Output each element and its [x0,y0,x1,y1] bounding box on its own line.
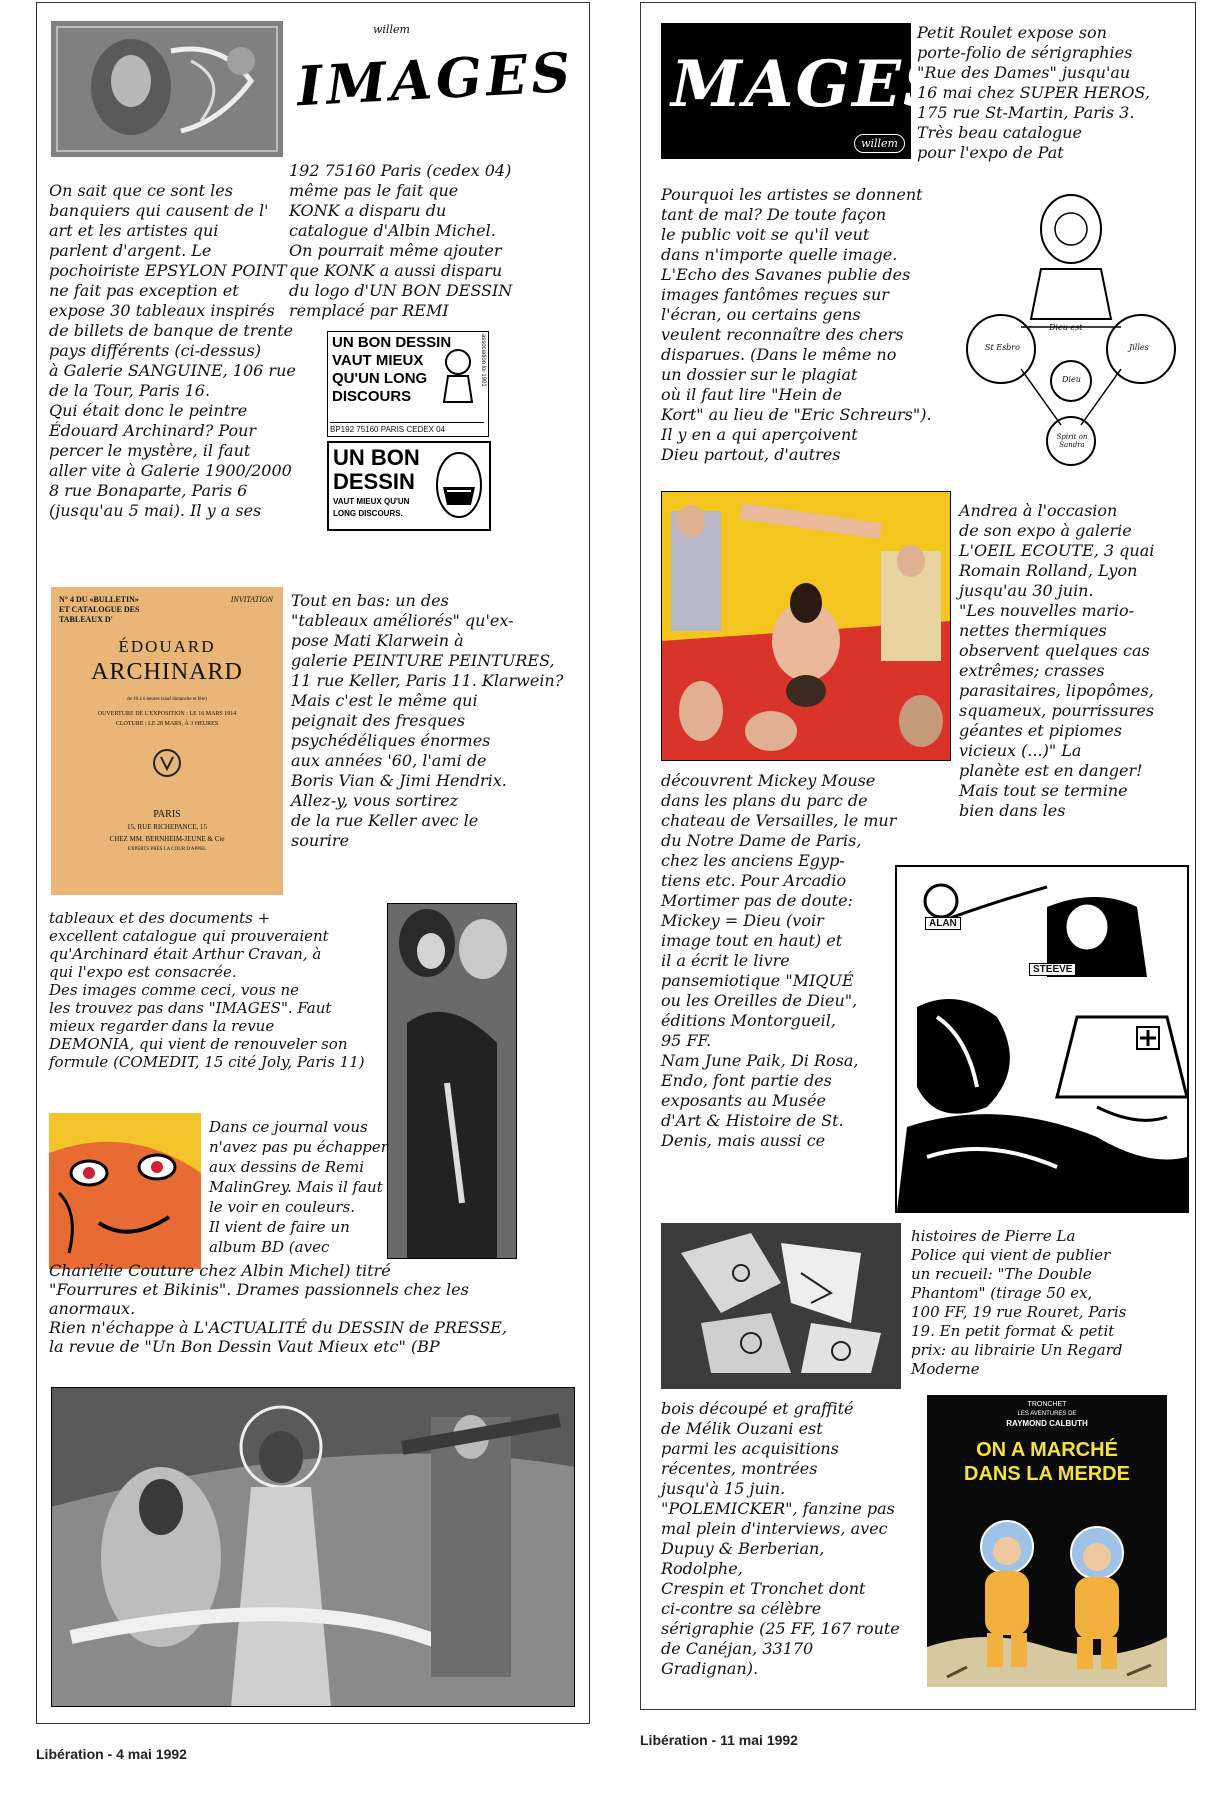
diagram-middle: Dieu [1062,375,1081,384]
right-text-ouzani: bois découpé et graffité de Mélik Ouzani est parmi les acquisitions récentes, montrées jusqu'à 15 juin. "POLEMICKER", fanzine pas mal plein d'interviews, avec Dupuy & Berberian, Rodolphe, Crespin et Tronchet dont ci-contre sa célèbre sérigraphie (25 FF, 167 route de Canéjan, 33170 Gradignan). [661,1399,900,1678]
cartoon-face-icon [440,346,476,404]
face-illustration [49,1113,201,1269]
left-title-block [293,23,576,153]
un-bon-dessin-logo-1 [327,331,489,437]
left-text-fourrures: Charlélie Couture chez Albin Michel) titré "Fourrures et Bikinis". Drames passionnels chez les anormaux. Rien n'échappe à L'ACTUALITÉ du DESSIN de PRESSE, la revue de "Un Bon Dessin Vaut Mieux etc" (BP [49,1261,507,1356]
mickey-painting [661,491,951,761]
diagram-center: Dieu est [1049,323,1083,332]
ouzani-sculpture [661,1223,901,1389]
catalogue-closing: CLOTURE : LE 28 MARS, À 3 HEURES [115,721,219,727]
right-page [640,2,1196,1710]
left-text-klarwein: Tout en bas: un des "tableaux améliorés" qu'ex- pose Mati Klarwein à galerie PEINTURE PEINTURES, 11 rue Keller, Paris 11. Klarwein? Mais c'est le même qui peignait des fresques psychédéliques énormes aux années '60, l'ami de Boris Vian & Jimi Hendrix. Allez-y, vous sortirez de la rue Keller avec le sourire [291,591,564,850]
logo1-line4: DISCOURS [332,388,412,405]
left-signature: willem [373,23,410,36]
trinity-diagram [961,189,1181,469]
logo1-side: association loi 1901 [480,334,486,387]
right-signature: willem [854,134,905,153]
poster-title-1: ON A MARCHÉ [976,1439,1118,1461]
poster-hero: RAYMOND CALBUTH [1006,1419,1088,1428]
right-title-block [661,23,952,159]
andrea-comic-panel [895,865,1189,1213]
left-text-intro: On sait que ce sont les banquiers qui causent de l' art et les artistes qui parlent d'argent. Le pochoiriste EPSYLON POINT ne fait pas exception et expose 30 tableaux inspirés de billets de banque de trente pays différents (ci-dessus) à Galerie SANGUINE, 106 rue de la Tour, Paris 16. Qui était donc le peintre Édouard Archinard? Pour percer le mystère, il faut aller vite à Galerie 1900/2000 8 rue Bonaparte, Paris 6 (jusqu'au 5 mai). Il y a ses [49,181,296,520]
klarwein-painting [51,1387,575,1707]
catalogue-address: 15, RUE RICHEPANCE, 15 [126,823,208,831]
diagram-left: St Esbro [985,343,1020,352]
sculpture-illustration [661,1223,901,1389]
logo2-line1: UN BON [333,445,420,470]
logo1-line3: QU'UN LONG [332,370,428,387]
right-text-mickey: découvrent Mickey Mouse dans les plans du parc de chateau de Versailles, le mur du Notre Dame de Paris, chez les anciens Egyp- tiens etc. Pour Arcadio Mortimer pas de doute: Mickey = Dieu (voir image tout en haut) et il a écrit le livre pansemiotique "MIQUÉ ou les Oreilles de Dieu", éditions Montorgueil, 95 FF. Nam June Paik, Di Rosa, Endo, font partie des exposants au Musée d'Art & Histoire de St. Denis, mais aussi ce [661,771,897,1150]
diagram-bottom: Spirit on Sandra [1056,433,1088,449]
logo2-line3: VAUT MIEUX QU'UN [333,497,410,506]
right-caption: Libération - 11 mai 1992 [640,1732,798,1748]
catalogue-monogram [151,747,183,779]
left-text-malingrey: Dans ce journal vous n'avez pas pu échapper aux dessins de Remi MalinGrey. Mais il faut le voir en couleurs. Il vient de faire un album BD (avec [209,1118,388,1256]
logo1-line2: VAUT MIEUX [332,352,424,369]
left-text-archinard: tableaux et des documents + excellent catalogue qui prouveraient qu'Archinard était Arthur Cravan, à qui l'expo est consacrée. Des images comme ceci, vous ne les trouvez pas dans "IMAGES". Faut mieux regarder dans la revue DEMONIA, qui vient de renouveler son formule (COMEDIT, 15 cité Joly, Paris 11) [49,909,365,1071]
left-caption: Libération - 4 mai 1992 [36,1746,187,1762]
cartoon-mouth-icon [433,447,485,523]
right-text-artistes: Pourquoi les artistes se donnent tant de mal? De toute façon le public voit se qu'il veut dans n'importe quelle image. L'Echo des Savanes publie des images fantômes reçues sur l'écran, ou certains gens veulent reconnaître des chers disparues. (Dans le même no un dossier sur le plagiat où il faut lire "Hein de Kort" au lieu de "Eric Schreurs"). Il y en a qui aperçoivent Dieu partout, d'autres [661,185,932,464]
malingrey-face-image [49,1113,201,1269]
catalogue-opening: OUVERTURE DE L'EXPOSITION : LE 16 MARS 1914 [97,711,237,717]
painting-illustration [51,1387,575,1707]
comic-label-alan: ALAN [925,917,961,930]
right-text-andrea: Andrea à l'occasion de son expo à galerie L'OEIL ECOUTE, 3 quai Romain Rolland, Lyon jusqu'au 30 juin. "Les nouvelles mario- nettes thermiques observent quelques cas extrêmes; crasses parasitaires, lipopômes, squameux, pourrissures géantes et pipiomes vicieux (...)" La planète est en danger! Mais tout se termine bien dans les [959,501,1155,820]
banknote-image [51,21,283,157]
left-text-konk: 192 75160 Paris (cedex 04) même pas le fait que KONK a disparu du catalogue d'Albin Michel. On pourrait même ajouter que KONK a aussi disparu du logo d'UN BON DESSIN remplacé par REMI [289,161,513,320]
logo2-line2: DESSIN [333,469,415,494]
catalogue-name-2: ARCHINARD [91,659,243,685]
right-title: MAGES [671,47,952,122]
catalogue-header-right: INVITATION [230,595,273,604]
logo1-footer: BP192 75160 PARIS CEDEX 04 [330,422,484,434]
demonia-photo [387,903,517,1259]
mickey-painting-illustration [661,491,951,761]
banknote-illustration [51,21,283,157]
catalogue-hours: de 10 à 6 heures (sauf dimanche et fête) [127,697,207,702]
catalogue-name-1: ÉDOUARD [118,637,216,656]
logo2-line4: LONG DISCOURS. [333,509,403,518]
right-text-laPolice: histoires de Pierre La Police qui vient de publier un recueil: "The Double Phantom" (tirage 50 ex, 100 FF, 19 rue Rouret, Paris 19. En petit format & petit prix: au librairie Un Regard Moderne [911,1227,1127,1378]
right-text-roulet: Petit Roulet expose son porte-folio de sérigraphies "Rue des Dames" jusqu'au 16 mai chez SUPER HEROS, 175 rue St-Martin, Paris 3. Très beau catalogue pour l'expo de Pat [917,23,1150,162]
catalogue-city: PARIS [153,809,181,820]
archinard-catalogue [51,587,283,895]
poster-title-2: DANS LA MERDE [964,1463,1130,1485]
poster-author: TRONCHET [1027,1401,1067,1408]
un-bon-dessin-logo-2 [327,441,491,531]
poster-series: LES AVENTURES DE [1017,1411,1077,1417]
catalogue-experts: EXPERTS PRÈS LA COUR D'APPEL [127,847,207,852]
astronauts-illustration [927,1497,1167,1687]
tronchet-poster [927,1395,1167,1687]
demonia-illustration [387,903,517,1259]
diagram-right: Jilles [1129,343,1149,352]
left-page [36,2,590,1724]
logo1-line1: UN BON DESSIN [332,334,452,351]
catalogue-gallery: CHEZ MM. BERNHEIM-JEUNE & Cie [109,835,225,843]
catalogue-header-left: N° 4 DU «BULLETIN» ET CATALOGUE DES TABLEAUX D' [59,595,140,624]
left-title: IMAGES [295,39,576,119]
comic-label-steeve: STEEVE [1029,963,1076,976]
